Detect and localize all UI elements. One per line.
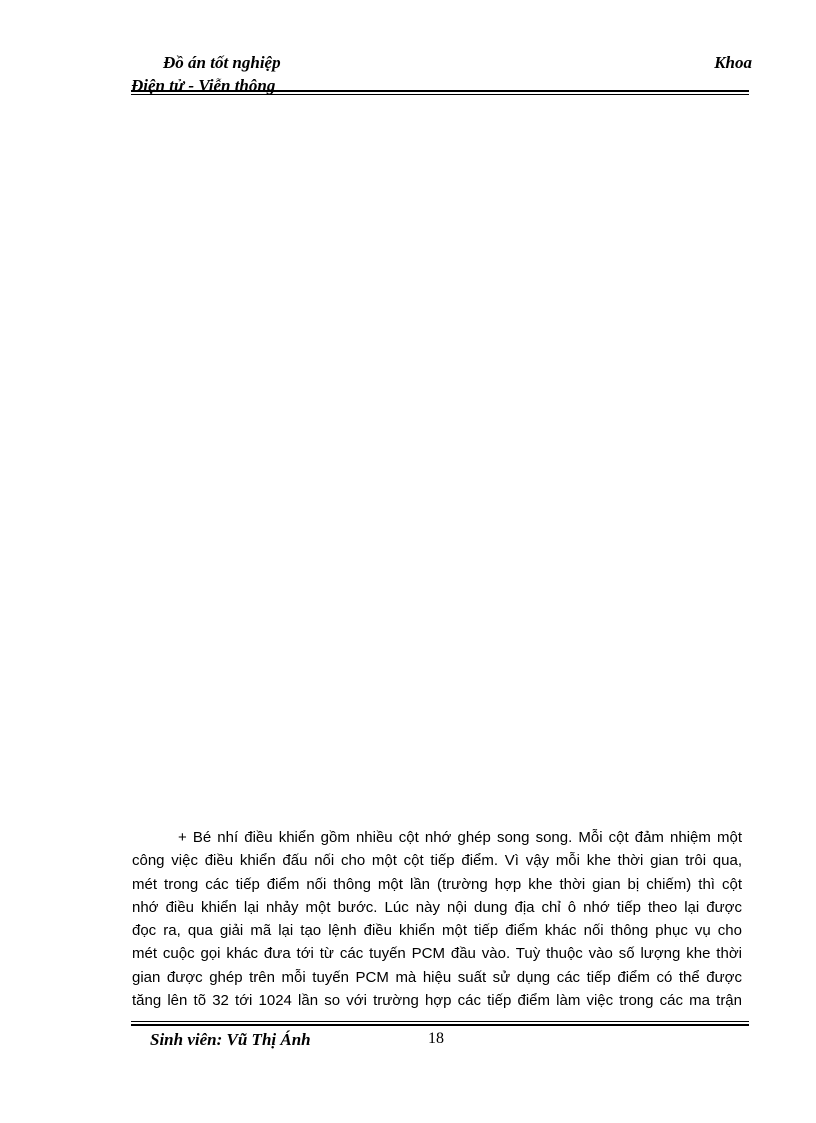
- header-department: Khoa: [714, 53, 752, 72]
- paragraph-line: nhớ điều khiển lại nhảy một bước. Lúc này nội dung địa chỉ ô nhớ tiếp theo lại được: [132, 898, 742, 916]
- body-paragraph: [132, 826, 742, 1012]
- header-title: Đồ án tốt nghiệp: [163, 53, 281, 72]
- paragraph-line: đọc ra, qua giải mã lại tạo lệnh điều khiển một tiếp điểm khác nối thông phục vụ cho: [132, 922, 742, 940]
- paragraph-line: mét trong các tiếp điểm nối thông một lần (trường hợp khe thời gian bị chiếm) thì cột: [132, 875, 742, 893]
- footer-rule-thick: [131, 1024, 749, 1026]
- header-subtitle: Điện tử - Viễn thông: [131, 76, 276, 95]
- header-rule-thick: [131, 90, 749, 92]
- paragraph-line: công việc điều khiển đấu nối cho một cột tiếp điểm. Vì vậy mỗi khe thời gian trôi qua,: [132, 852, 742, 870]
- page-number: 18: [428, 1030, 444, 1047]
- paragraph-line: mét cuộc gọi khác đưa tới từ các tuyến PCM đầu vào. Tuỳ thuộc vào số lượng khe thời: [132, 945, 742, 963]
- paragraph-line: + Bé nhí điều khiển gồm nhiều cột nhớ ghép song song. Mỗi cột đảm nhiệm một: [178, 829, 742, 846]
- footer-rule-thin: [131, 1021, 749, 1022]
- header-rule-thin: [131, 94, 749, 95]
- paragraph-line: gian được ghép trên mỗi tuyến PCM mà hiệu suất sử dụng các tiếp điểm có thể được: [132, 968, 742, 986]
- footer-author: Sinh viên: Vũ Thị Ánh: [150, 1030, 311, 1049]
- paragraph-line: tăng lên tõ 32 tới 1024 lần so với trường hợp các tiếp điểm làm việc trong các ma trận: [132, 992, 742, 1010]
